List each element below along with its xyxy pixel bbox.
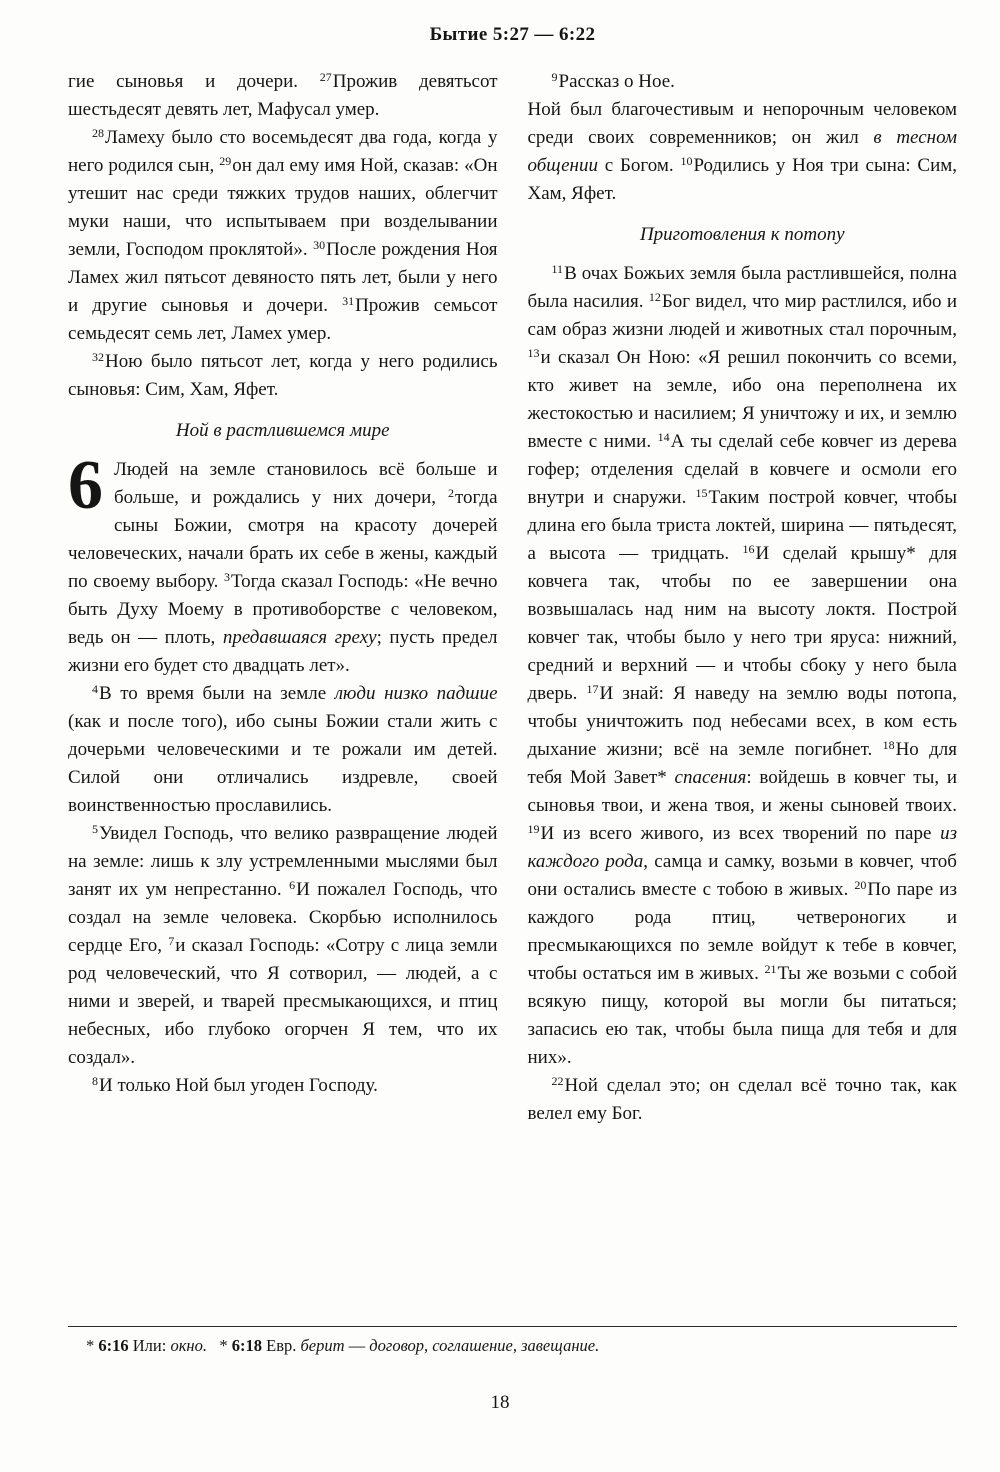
text-run: Но для тебя Мой Завет* xyxy=(527,739,958,788)
text-run: Евр. xyxy=(261,1336,301,1355)
paragraph xyxy=(68,124,498,348)
emphasis-text: люди низко падшие xyxy=(334,683,498,704)
paragraph xyxy=(68,820,498,1072)
emphasis-text: предавшаяся греху xyxy=(222,627,377,648)
text-run: После рождения Ноя Ламех жил пятьсот девяносто пять лет, были у него и другие сыновья и дочери. xyxy=(68,239,498,316)
emphasis-text: окно. xyxy=(170,1336,207,1355)
verse-number: 30 xyxy=(313,238,326,252)
text-run: Прожив семьсот семьдесят семь лет, Ламех умер. xyxy=(68,295,498,344)
text-column-left xyxy=(68,68,498,1128)
emphasis-text: в тесном общении xyxy=(527,127,957,176)
text-run: Ной сделал это; он сделал всё точно так, как велел ему Бог. xyxy=(527,1075,957,1124)
verse-number: 31 xyxy=(342,294,355,308)
paragraph xyxy=(68,1072,498,1100)
text-run: Таким построй ковчег, чтобы длина его была триста локтей, ширина — пятьдесят, а высота — тридцать. xyxy=(527,487,957,564)
emphasis-text: договор, соглашение, завещание. xyxy=(369,1336,600,1355)
bold-text: 6:18 xyxy=(231,1336,262,1355)
verse-number: 28 xyxy=(92,126,104,140)
verse-number: 19 xyxy=(527,822,540,836)
page-number: 18 xyxy=(490,1392,510,1413)
text-run: Увидел Господь, что велико развращение людей на земле: лишь к злу устремленными мыслями был занят их ум непрестанно. xyxy=(68,823,498,900)
text-run: Или: xyxy=(128,1336,171,1355)
text-run: : войдешь в ковчег ты, и сыновья твои, и жена твоя, и жены сыновей твоих. xyxy=(527,767,958,816)
text-run: ; пусть предел жизни его будет сто двадцать лет». xyxy=(68,627,498,676)
paragraph xyxy=(68,680,498,820)
text-run: , самца и самку, возьми в ковчег, чтоб они остались вместе с тобою в живых. xyxy=(527,851,957,900)
text-run: тогда сыны Божии, смотря на красоту дочерей человеческих, начали брать их себе в жены, каждый по своему выбору. xyxy=(68,487,498,592)
footnote-separator xyxy=(68,1326,957,1327)
text-run: И только Ной был угоден Господу. xyxy=(99,1075,378,1096)
text-run: Ной в растлившемся мире xyxy=(175,420,390,441)
verse-number: 4 xyxy=(92,682,98,696)
footnote xyxy=(68,1335,957,1357)
text-run: Ною было пятьсот лет, когда у него родились сыновья: Сим, Хам, Яфет. xyxy=(68,351,498,400)
verse-number: 11 xyxy=(551,262,564,276)
verse-number: 29 xyxy=(219,154,232,168)
verse-number: 16 xyxy=(742,542,755,556)
text-run: И знай: Я наведу на землю воды потопа, чтобы уничтожить под небесами всех, в ком есть дыхание жизни; всё на земле погибнет. xyxy=(527,683,958,760)
text-run: Ты же возьми с собой всякую пищу, которой вы могли бы питаться; запасись ею так, чтобы была пища для тебя и для них». xyxy=(527,963,957,1068)
verse-number: 2 xyxy=(448,486,454,500)
verse-number: 20 xyxy=(854,878,867,892)
paragraph xyxy=(68,68,498,124)
paragraph xyxy=(528,1072,958,1128)
verse-number: 7 xyxy=(168,934,175,948)
verse-number: 9 xyxy=(551,70,558,84)
text-run: Людей на земле становилось всё больше и больше, и рождались у них дочери, xyxy=(114,459,498,508)
verse-number: 6 xyxy=(289,878,296,892)
text-run: По паре из каждого рода птиц, четвероногих и пресмыкающихся по земле войдут к тебе в ковчег, чтобы остаться им в живых. xyxy=(527,879,957,984)
verse-number: 8 xyxy=(92,1074,98,1088)
text-run: А ты сделай себе ковчег из дерева гофер; отделения сделай в ковчеге и осмоли его внутри и снаружи. xyxy=(527,431,957,508)
text-run: В то время были на земле xyxy=(99,683,335,704)
text-run: Ной был благочестивым и непорочным человеком среди своих современников; он жил xyxy=(527,99,957,148)
text-run: с Богом. xyxy=(597,155,681,176)
text-run: В очах Божьих земля была растлившейся, полна была насилия. xyxy=(527,263,957,312)
text-run: гие сыновья и дочери. xyxy=(68,71,320,92)
text-run: Прожив девятьсот шестьдесят девять лет, Мафусал умер. xyxy=(68,71,498,120)
text-run: Ламеху было сто восемьдесят два года, когда у него родился сын, xyxy=(68,127,498,176)
verse-number: 12 xyxy=(648,290,661,304)
verse-number: 5 xyxy=(92,822,98,836)
verse-number: 22 xyxy=(551,1074,564,1088)
running-head: Бытие 5:27 — 6:22 xyxy=(429,24,596,45)
text-run: И из всего живого, из всех творений по паре xyxy=(540,823,941,844)
emphasis-text: из каждого рода xyxy=(527,823,957,872)
verse-number: 17 xyxy=(586,682,599,696)
emphasis-text: спасения xyxy=(674,767,747,788)
section-heading xyxy=(68,417,498,445)
verse-number: 3 xyxy=(223,570,230,584)
text-run: Тогда сказал Господь: «Не вечно быть Духу Моему в противоборстве с человеком, ведь он — плоть, xyxy=(68,571,498,648)
text-run: Родились у Ноя три сына: Сим, Хам, Яфет. xyxy=(527,155,958,204)
verse-number: 32 xyxy=(92,350,104,364)
paragraph xyxy=(528,260,958,1072)
paragraph xyxy=(68,447,498,680)
emphasis-text: берит xyxy=(300,1336,345,1355)
text-run: Бог видел, что мир растлился, ибо и сам образ жизни людей и животных стал порочным, xyxy=(527,291,957,340)
text-run: и сказал Господь: «Сотру с лица земли род человеческий, что Я сотворил, — людей, а с ними и зверей, и тварей пресмыкающихся, и птиц небесных, ибо глубоко огорчен Я тем, что их создал». xyxy=(68,935,498,1068)
paragraph xyxy=(528,96,958,208)
chapter-number-dropcap: 6 xyxy=(68,447,103,524)
two-column-text-area xyxy=(68,68,957,1128)
paragraph xyxy=(528,68,958,96)
verse-number: 10 xyxy=(680,154,693,168)
text-column-right xyxy=(528,68,958,1128)
paragraph xyxy=(68,348,498,404)
text-run: Приготовления к потопу xyxy=(639,224,845,245)
bold-text: 6:16 xyxy=(98,1336,129,1355)
verse-number: 13 xyxy=(527,346,540,360)
text-run: (как и после того), ибо сыны Божии стали жить с дочерьми человеческими и те рожали им детей. Силой они отличались издревле, своей воинственностью прославились. xyxy=(68,711,498,816)
text-run: * xyxy=(86,1336,99,1355)
verse-number: 21 xyxy=(764,962,777,976)
text-run: и сказал Он Ною: «Я решил покончить со всеми, кто живет на земле, ибо она переполнена их жестокостью и насилием; Я уничтожу и их, и землю вместе с ними. xyxy=(527,347,957,452)
text-run: И сделай крышу* для ковчега так, чтобы по ее завершении она возвышалась над ним на высоту локтя. Построй ковчег так, чтобы было у него три яруса: нижний, средний и верхний — и чтобы сбоку у него была дверь. xyxy=(527,543,957,704)
text-run: Рассказ о Ное. xyxy=(558,71,675,92)
verse-number: 27 xyxy=(319,70,332,84)
text-run: — xyxy=(344,1336,370,1355)
section-heading xyxy=(528,221,958,249)
verse-number: 14 xyxy=(657,430,670,444)
footnote-area xyxy=(68,1326,957,1357)
verse-number: 18 xyxy=(882,738,895,752)
verse-number: 15 xyxy=(695,486,708,500)
text-run: И пожалел Господь, что создал на земле человека. Скорбью исполнилось сердце Его, xyxy=(68,879,498,956)
text-run: он дал ему имя Ной, сказав: «Он утешит нас среди тяжких трудов наших, облегчит муки наши, что испытываем при возделывании земли, Господом проклятой». xyxy=(68,155,498,260)
text-run: * xyxy=(206,1336,232,1355)
